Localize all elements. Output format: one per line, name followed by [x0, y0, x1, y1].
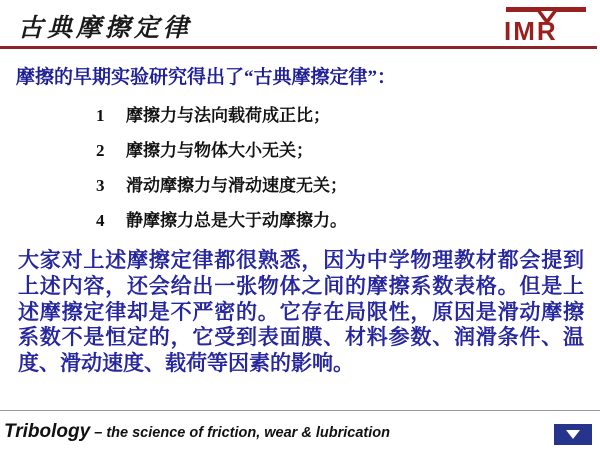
page-title: 古典摩擦定律 — [18, 15, 193, 42]
law-number: 4 — [96, 211, 105, 230]
nav-flag-icon[interactable] — [554, 424, 592, 445]
law-item — [96, 101, 347, 136]
law-text: 滑动摩擦力与滑动速度无关； — [126, 176, 347, 195]
footer-divider — [0, 410, 600, 411]
imr-logo — [500, 4, 592, 44]
footer-brand: Tribology — [4, 421, 91, 442]
title-underline — [0, 46, 597, 49]
logo-triangle-inner-icon — [541, 11, 553, 19]
law-number: 1 — [96, 106, 105, 125]
law-text: 摩擦力与物体大小无关； — [126, 141, 313, 160]
laws-list — [96, 101, 347, 241]
footer — [4, 421, 390, 443]
law-item — [96, 136, 347, 171]
law-item — [96, 206, 347, 241]
logo-text: IMR — [504, 16, 558, 46]
body-paragraph: 大家对上述摩擦定律都很熟悉，因为中学物理教材都会提到上述内容，还会给出一张物体之间的摩擦系数表格。但是上述摩擦定律却是不严密的。它存在局限性，原因是滑动摩擦系数不是恒定的，它受到表面膜、材料参数、润滑条件、温度、滑动速度、载荷等因素的影响。 — [18, 248, 584, 376]
law-number: 2 — [96, 141, 105, 160]
law-number: 3 — [96, 176, 105, 195]
down-triangle-icon — [566, 430, 580, 439]
law-text: 静摩擦力总是大于动摩擦力。 — [126, 211, 347, 230]
law-text: 摩擦力与法向载荷成正比； — [126, 106, 330, 125]
law-item — [96, 171, 347, 206]
intro-text: 摩擦的早期实验研究得出了“古典摩擦定律”： — [16, 67, 397, 88]
footer-tagline: – the science of friction, wear & lubrication — [90, 425, 390, 441]
